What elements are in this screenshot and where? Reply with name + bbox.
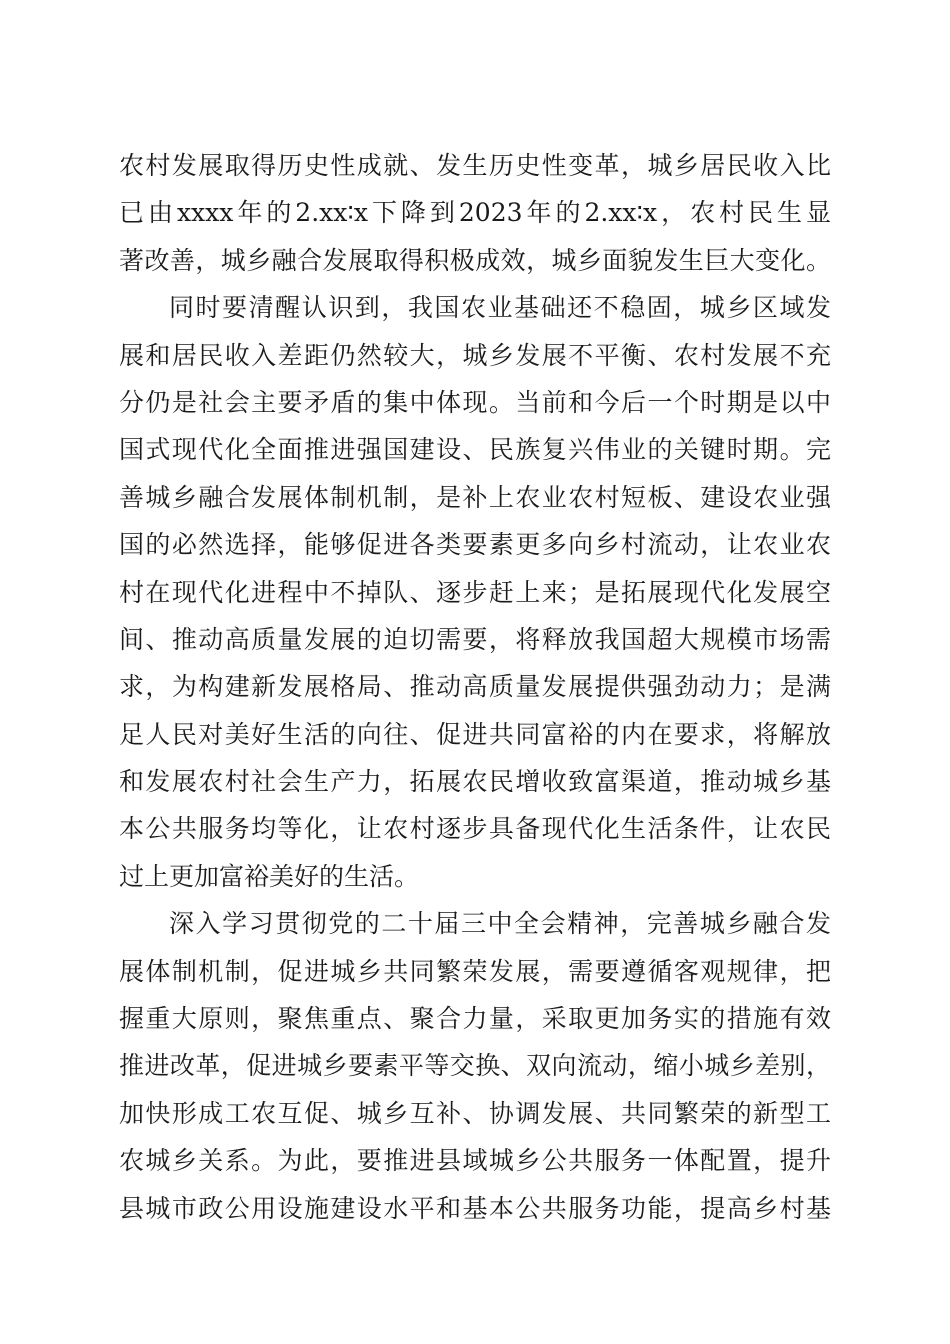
- text-line: 展和居民收入差距仍然较大，城乡发展不平衡、农村发展不充: [119, 340, 831, 370]
- text-line: 足人民对美好生活的向往、促进共同富裕的内在要求，将解放: [119, 719, 831, 749]
- text-line: 善城乡融合发展体制机制，是补上农业农村短板、建设农业强: [119, 482, 831, 512]
- text-line: 深入学习贯彻党的二十届三中全会精神，完善城乡融合发: [169, 909, 831, 939]
- text-line: 推进改革，促进城乡要素平等交换、双向流动，缩小城乡差别，: [119, 1051, 831, 1081]
- text-line: 加快形成工农互促、城乡互补、协调发展、共同繁荣的新型工: [119, 1098, 831, 1128]
- text-line: 同时要清醒认识到，我国农业基础还不稳固，城乡区域发: [169, 293, 831, 323]
- text-line: 本公共服务均等化，让农村逐步具备现代化生活条件，让农民: [119, 814, 831, 844]
- text-line: 握重大原则，聚焦重点、聚合力量，采取更加务实的措施有效: [119, 1004, 831, 1034]
- text-line: 过上更加富裕美好的生活。: [119, 861, 420, 891]
- paragraph-2: [119, 284, 831, 900]
- text-line: 国式现代化全面推进强国建设、民族复兴伟业的关键时期。完: [119, 435, 831, 465]
- text-line: 村在现代化进程中不掉队、逐步赶上来；是拓展现代化发展空: [119, 577, 831, 607]
- paragraph-3: [119, 900, 831, 1232]
- text-line: 国的必然选择，能够促进各类要素更多向乡村流动，让农业农: [119, 530, 831, 560]
- text-line: 著改善，城乡融合发展取得积极成效，城乡面貌发生巨大变化。: [119, 245, 831, 275]
- text-line: 农村发展取得历史性成就、发生历史性变革，城乡居民收入比: [119, 151, 831, 180]
- text-line: 县城市政公用设施建设水平和基本公共服务功能，提高乡村基: [119, 1193, 831, 1223]
- text-line: 和发展农村社会生产力，拓展农民增收致富渠道，推动城乡基: [119, 767, 831, 797]
- text-line: 求，为构建新发展格局、推动高质量发展提供强劲动力；是满: [119, 672, 831, 702]
- document-body: [119, 142, 831, 1232]
- text-line: 已由xxxx年的2.xx∶x下降到2023年的2.xx∶x，农村民生显: [119, 198, 831, 228]
- text-line: 间、推动高质量发展的迫切需要，将释放我国超大规模市场需: [119, 624, 831, 654]
- text-line: 农城乡关系。为此，要推进县域城乡公共服务一体配置，提升: [119, 1146, 831, 1176]
- text-line: 展体制机制，促进城乡共同繁荣发展，需要遵循客观规律，把: [119, 956, 831, 986]
- paragraph-1: [119, 142, 831, 284]
- text-line: 分仍是社会主要矛盾的集中体现。当前和今后一个时期是以中: [119, 387, 831, 417]
